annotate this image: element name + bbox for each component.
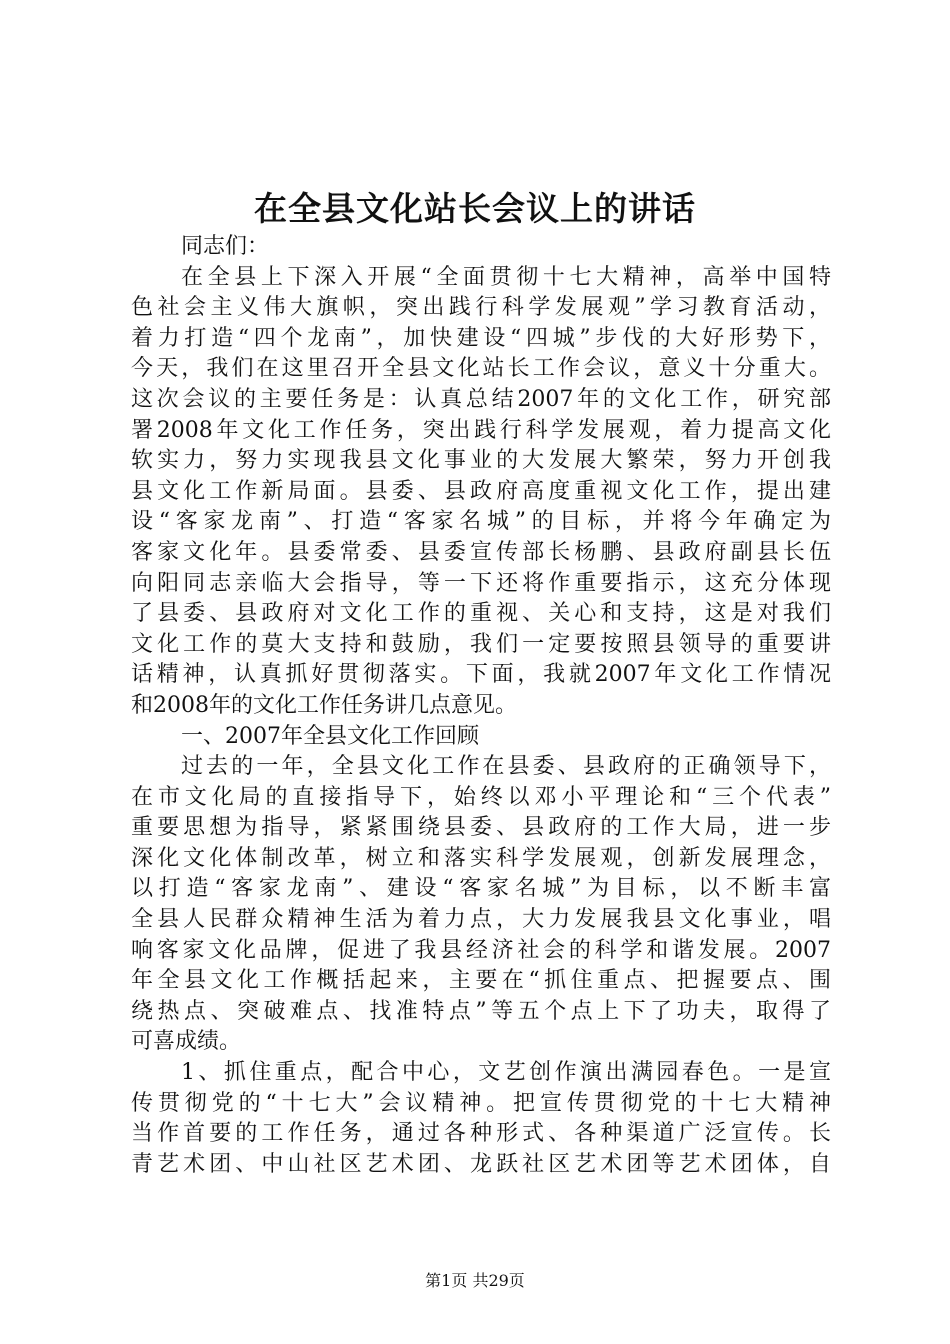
- paragraph-line: 软实力，努力实现我县文化事业的大发展大繁荣，努力开创我: [131, 448, 831, 474]
- paragraph-line: 1、抓住重点，配合中心，文艺创作演出满园春色。一是宣: [181, 1060, 831, 1086]
- paragraph-line: 设“客家龙南”、打造“客家名城”的目标，并将今年确定为: [131, 509, 831, 535]
- paragraph-line: 响客家文化品牌，促进了我县经济社会的科学和谐发展。2007: [131, 937, 831, 963]
- paragraph-line: 在市文化局的直接指导下，始终以邓小平理论和“三个代表”: [131, 784, 831, 810]
- paragraph-line: 了县委、县政府对文化工作的重视、关心和支持，这是对我们: [131, 601, 831, 627]
- paragraph-line: 着力打造“四个龙南”，加快建设“四城”步伐的大好形势下，: [131, 325, 831, 351]
- paragraph-line: 向阳同志亲临大会指导，等一下还将作重要指示，这充分体现: [131, 570, 831, 596]
- paragraph-line: 过去的一年，全县文化工作在县委、县政府的正确领导下，: [181, 754, 831, 780]
- paragraph-line: 这次会议的主要任务是：认真总结2007年的文化工作，研究部: [131, 386, 831, 412]
- paragraph-line: 客家文化年。县委常委、县委宣传部长杨鹏、县政府副县长伍: [131, 539, 831, 565]
- paragraph-line: 今天，我们在这里召开全县文化站长工作会议，意义十分重大。: [131, 356, 831, 382]
- paragraph-line: 绕热点、突破难点、找准特点”等五个点上下了功夫，取得了: [131, 998, 831, 1024]
- paragraph-line: 话精神，认真抓好贯彻落实。下面，我就2007年文化工作情况: [131, 662, 831, 688]
- paragraph-line: 署2008年文化工作任务，突出践行科学发展观，着力提高文化: [131, 417, 831, 443]
- salutation-line: 同志们：: [181, 234, 270, 259]
- paragraph-line: 和2008年的文化工作任务讲几点意见。: [131, 692, 517, 718]
- paragraph-line: 当作首要的工作任务，通过各种形式、各种渠道广泛宣传。长: [131, 1121, 831, 1147]
- paragraph-line: 文化工作的莫大支持和鼓励，我们一定要按照县领导的重要讲: [131, 631, 831, 657]
- paragraph-line: 以打造“客家龙南”、建设“客家名城”为目标，以不断丰富: [131, 876, 831, 902]
- paragraph-line: 年全县文化工作概括起来，主要在“抓住重点、把握要点、围: [131, 968, 831, 994]
- paragraph-line: 传贯彻党的“十七大”会议精神。把宣传贯彻党的十七大精神: [131, 1090, 831, 1116]
- paragraph-line: 重要思想为指导，紧紧围绕县委、县政府的工作大局，进一步: [131, 815, 831, 841]
- paragraph-line: 青艺术团、中山社区艺术团、龙跃社区艺术团等艺术团体，自: [131, 1151, 831, 1177]
- paragraph-line: 县文化工作新局面。县委、县政府高度重视文化工作，提出建: [131, 478, 831, 504]
- page-number-footer: 第1页 共29页: [425, 1271, 525, 1290]
- document-body: [131, 232, 831, 1180]
- section-heading: 一、2007年全县文化工作回顾: [181, 723, 479, 749]
- paragraph-line: 色社会主义伟大旗帜，突出践行科学发展观”学习教育活动，: [131, 295, 831, 321]
- paragraph-line: 可喜成绩。: [131, 1029, 242, 1055]
- paragraph-line: 在全县上下深入开展“全面贯彻十七大精神，高举中国特: [181, 264, 831, 290]
- paragraph-line: 全县人民群众精神生活为着力点，大力发展我县文化事业，唱: [131, 907, 831, 933]
- paragraph-line: 深化文化体制改革，树立和落实科学发展观，创新发展理念，: [131, 845, 831, 871]
- document-title: 在全县文化站长会议上的讲话: [254, 189, 696, 228]
